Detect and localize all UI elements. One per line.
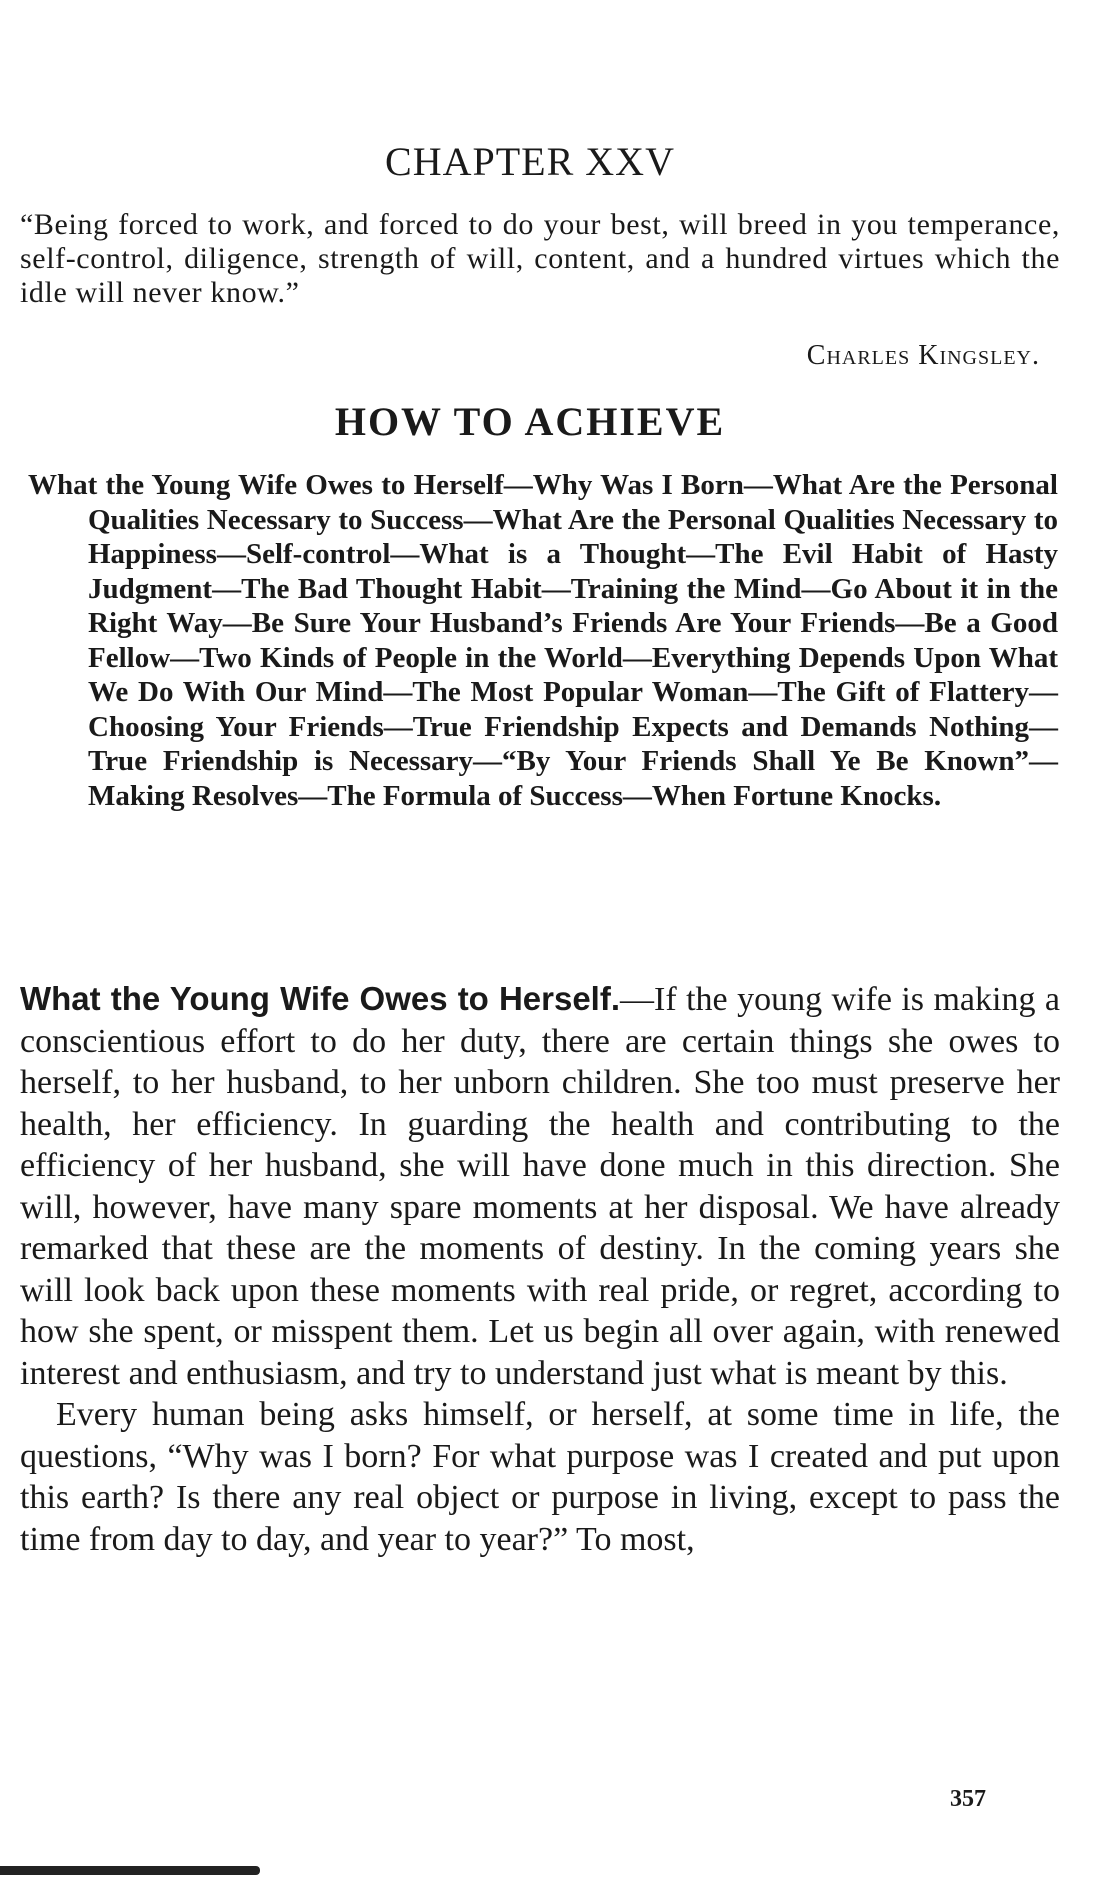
run-in-heading: What the Young Wife Owes to Herself. [20, 980, 621, 1017]
page-number: 357 [950, 1786, 986, 1812]
chapter-summary: What the Young Wife Owes to Herself—Why Was I Born—What Are the Personal Qualities Necessary to Success—What Are the Personal Qualities Necessary to Happiness—Self-control—What is a Thought—The Evil Habit of Hasty Judgment—The Bad Thought Habit—Training the Mind—Go About it in the Right Way—Be Sure Your Husband’s Friends Are Your Friends—Be a Good Fellow—Two Kinds of People in the World—Everything Depends Upon What We Do With Our Mind—The Most Popular Woman—The Gift of Flattery—Choosing Your Friends—True Friendship Expects and Demands Nothing—True Friendship is Necessary—“By Your Friends Shall Ye Be Known”—Making Resolves—The Formula of Success—When Fortune Knocks. [28, 469, 1058, 812]
section-title: HOW TO ACHIEVE [334, 399, 726, 444]
scan-edge-mark [0, 1866, 260, 1875]
paragraph-2: Every human being asks himself, or herself, at some time in life, the questions, “Why was I born? For what purpose was I created and put upon this earth? Is there any real object or purpose in living, except to pass the time from day to day, and year to year?” To most, [20, 1396, 1060, 1558]
paragraph-1 [20, 978, 1060, 1394]
epigraph-attribution: Charles Kingsley. [806, 340, 1040, 371]
body-text [20, 978, 1060, 1560]
paragraph-1-text: —If the young wife is making a conscientious effort to do her duty, there are certain things she owes to herself, to her husband, to her unborn children. She too must preserve her health, her efficiency. In guarding the health and contributing to the efficiency of her husband, she will have done much in this direction. She will, however, have many spare moments at her disposal. We have already remarked that these are the moments of destiny. In the coming years she will look back upon these moments with real pride, or regret, according to how she spent, or misspent them. Let us begin all over again, with renewed interest and enthusiasm, and try to understand just what is meant by this. [20, 981, 1060, 1392]
epigraph-quote: “Being forced to work, and forced to do your best, will breed in you temperance, self-control, diligence, strength of will, content, and a hundred virtues which the idle will never know.” [20, 208, 1060, 309]
chapter-heading: CHAPTER XXV [385, 139, 675, 184]
